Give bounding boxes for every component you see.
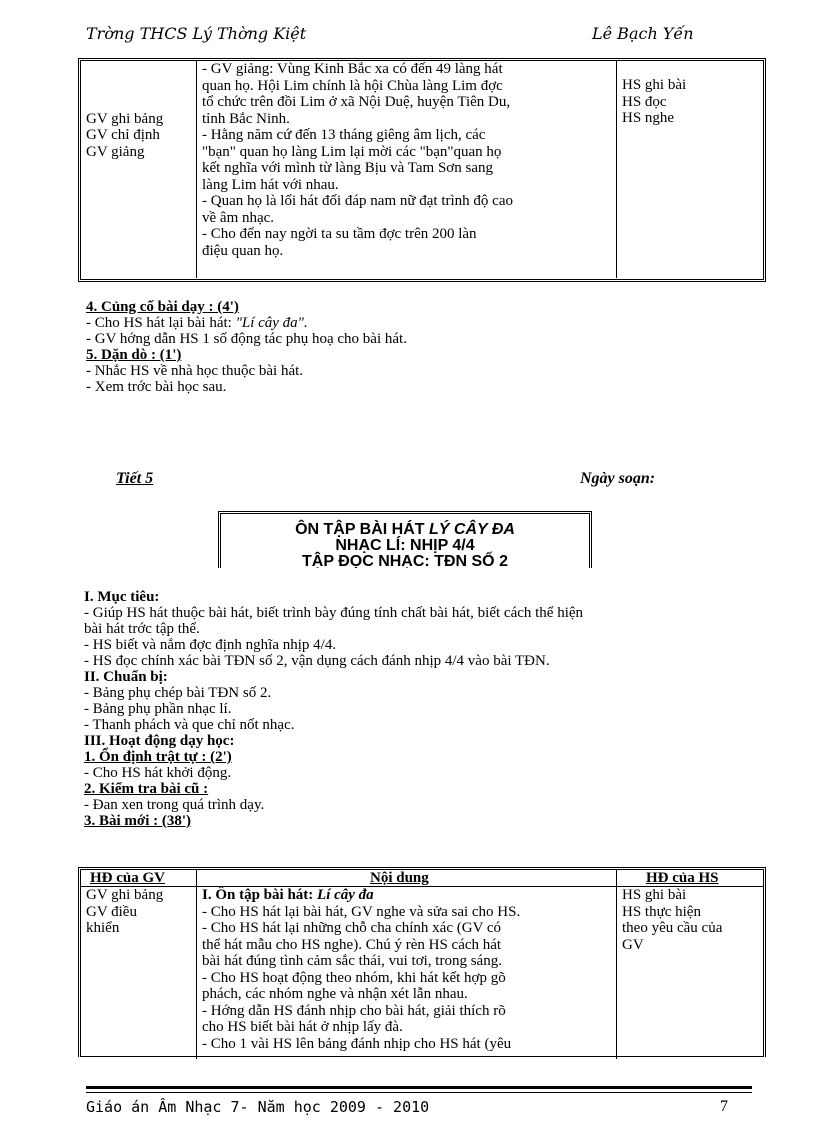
table1-content-line: - Hằng năm cứ đến 13 tháng giêng âm lịch, các <box>202 127 486 143</box>
table1-content-line: - Cho đến nay ngời ta su tầm đợc trên 200 làn <box>202 226 477 242</box>
section-5-title: 5. Dặn dò : (1') <box>86 347 182 363</box>
table2-content-line: - Cho HS hát lại bài hát, GV nghe và sửa sai cho HS. <box>202 903 521 920</box>
activity-1-title: 1. Ổn định trật tự : (2') <box>84 749 232 765</box>
activity-3-title: 3. Bài mới : (38') <box>84 813 192 829</box>
table2-gv-line: GV điều <box>86 903 137 920</box>
section-5-line: - Xem trớc bài học sau. <box>86 379 227 395</box>
table1-content-line: quan họ. Hội Lim chính là hội Chùa làng Lim đợc <box>202 77 503 94</box>
table1-content-line: điệu quan họ. <box>202 242 284 259</box>
header-school: Trờng THCS Lý Thờng Kiệt <box>86 24 307 43</box>
table1-gv-line: GV giảng <box>86 143 145 160</box>
table1-content-line: về âm nhạc. <box>202 209 275 226</box>
table1-gv-line: GV ghi bảng <box>86 110 164 127</box>
objectives-line: bài hát trớc tập thể. <box>84 621 200 637</box>
lesson-date: Ngày soạn: <box>580 470 656 487</box>
activity-1-line: - Cho HS hát khởi động. <box>84 765 232 781</box>
footer-text: Giáo án Âm Nhạc 7- Năm học 2009 - 2010 <box>86 1098 430 1116</box>
title-line-2: NHẠC LÍ: NHỊP 4/4 <box>335 537 475 554</box>
table2-gv-line: GV ghi bảng <box>86 887 164 903</box>
objectives-heading: I. Mục tiêu: <box>84 589 160 605</box>
table1-content-line: tỉnh Bắc Ninh. <box>202 110 290 127</box>
table2-hs-line: HS thực hiện <box>622 903 701 920</box>
table2-content-line: cho HS biết bài hát ở nhịp lấy đà. <box>202 1019 403 1035</box>
objectives-line: - Giúp HS hát thuộc bài hát, biết trình bày đúng tính chất bài hát, biết cách thể hiện <box>84 605 584 621</box>
table2-header-hs: HĐ của HS <box>646 870 719 886</box>
table1-hs-line: HS ghi bài <box>622 77 687 93</box>
section-4-line: - GV hớng dẫn HS 1 số động tác phụ hoạ cho bài hát. <box>86 331 407 347</box>
table2-hs-line: theo yêu cầu của <box>622 920 723 936</box>
table2-content-line: - Cho 1 vài HS lên bảng đánh nhịp cho HS hát (yêu <box>202 1036 512 1051</box>
title-line-1: ÔN TẬP BÀI HÁT LÝ CÂY ĐA <box>295 521 515 538</box>
section-4-title: 4. Củng cố bài dạy : (4') <box>86 299 239 315</box>
title-line-3: TẬP ĐỌC NHẠC: TĐN SỐ 2 <box>302 553 508 568</box>
table2-header-gv: HĐ của GV <box>90 870 165 886</box>
table2-content-line: - Cho HS hoạt động theo nhóm, khi hát kết hợp gõ <box>202 969 506 986</box>
table1-gv-line: GV chỉ định <box>86 127 160 143</box>
table1-col-hs <box>622 78 686 128</box>
footer-rule-thin <box>86 1092 752 1093</box>
table1-divider-2 <box>616 60 617 278</box>
table2-hs-line: GV <box>622 936 644 953</box>
table2-content-line: thể hát mẫu cho HS nghe). Chú ý rèn HS cách hát <box>202 936 502 953</box>
table2-content-line: - Cho HS hát lại những chỗ cha chính xác (GV có <box>202 920 502 936</box>
lesson-body <box>84 590 744 830</box>
activities-heading: III. Hoạt động dạy học: <box>84 733 235 749</box>
section-4-line: - Cho HS hát lại bài hát: "Lí cây đa". <box>86 315 308 331</box>
table2-bottom-rule <box>81 1056 763 1057</box>
activity-2-line: - Đan xen trong quá trình dạy. <box>84 797 265 813</box>
section-4 <box>86 300 407 396</box>
table1-content-line: kết nghĩa với mình từ làng Bịu và Tam Sơn sang <box>202 160 493 176</box>
table1-content-line: "bạn" quan họ làng Lim lại mời các "bạn"quan họ <box>202 143 502 160</box>
table1-content-line: - Quan họ là lối hát đối đáp nam nữ đạt trình độ cao <box>202 193 513 209</box>
preparation-line: - Bảng phụ chép bài TĐN số 2. <box>84 685 272 701</box>
table1-hs-line: HS nghe <box>622 110 675 126</box>
table2-header-content: Nội dung <box>370 870 429 886</box>
table2-col-hs <box>622 888 722 954</box>
preparation-heading: II. Chuẩn bị: <box>84 669 168 685</box>
table1-content-line: - GV giảng: Vùng Kinh Bắc xa có đến 49 làng hát <box>202 61 503 77</box>
table2-content-line: bài hát đúng tình cảm sắc thái, vui tơi, trong sáng. <box>202 953 502 969</box>
header-author: Lê Bạch Yến <box>592 24 694 43</box>
lesson-title-box <box>218 511 592 568</box>
objectives-line: - HS biết và nắm đợc định nghĩa nhịp 4/4. <box>84 637 337 653</box>
table2-gv-line: khiển <box>86 920 120 936</box>
table2-content-line: phách, các nhóm nghe và nhận xét lẫn nhau. <box>202 986 468 1002</box>
table1-divider-1 <box>196 60 197 278</box>
table2-divider-1 <box>196 869 197 1059</box>
table2-col-gv <box>86 888 163 938</box>
table2-divider-2 <box>616 869 617 1059</box>
footer-rule-thick <box>86 1086 752 1089</box>
table2-content-title: I. Ôn tập bài hát: Lí cây đa <box>202 887 374 903</box>
table2-hs-line: HS ghi bài <box>622 887 687 903</box>
table1-col-gv <box>86 62 163 161</box>
activity-2-title: 2. Kiểm tra bài cũ : <box>84 781 209 797</box>
preparation-line: - Thanh phách và que chỉ nốt nhạc. <box>84 717 295 733</box>
objectives-line: - HS đọc chính xác bài TĐN số 2, vận dụng cách đánh nhịp 4/4 vào bài TĐN. <box>84 653 550 669</box>
table1-content-line: tổ chức trên đồi Lim ở xã Nội Duệ, huyện Tiên Du, <box>202 94 511 110</box>
table2-col-content <box>202 888 614 1051</box>
table1-hs-line: HS đọc <box>622 93 667 110</box>
section-5-line: - Nhắc HS về nhà học thuộc bài hát. <box>86 363 304 379</box>
lesson-number: Tiết 5 <box>116 470 154 487</box>
table1-col-content <box>202 62 614 260</box>
preparation-line: - Bảng phụ phần nhạc lí. <box>84 701 232 717</box>
table1-content-line: làng Lim hát với nhau. <box>202 176 339 193</box>
page-number: 7 <box>720 1098 728 1115</box>
table2-content-line: - Hớng dẫn HS đánh nhịp cho bài hát, giải thích rõ <box>202 1002 506 1019</box>
